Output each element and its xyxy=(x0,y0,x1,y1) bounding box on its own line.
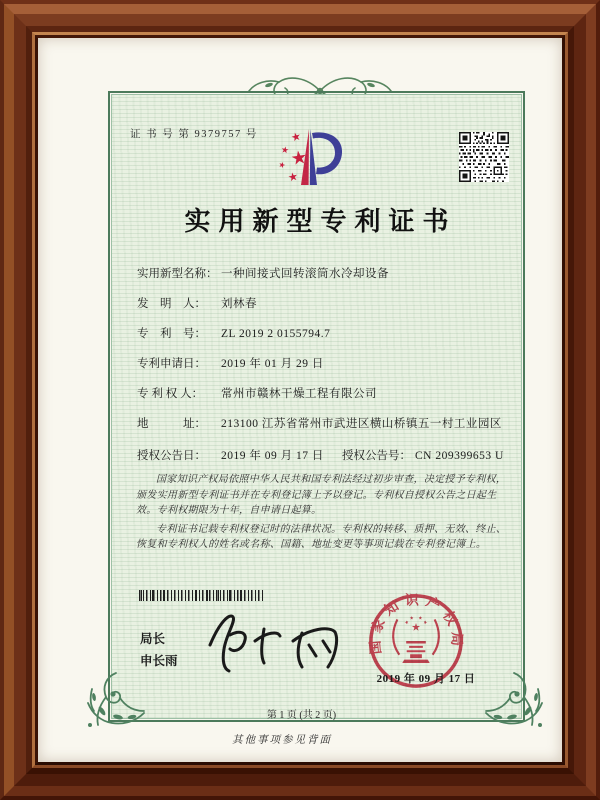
signer-block xyxy=(140,628,178,672)
photo-frame-highlight-lip xyxy=(32,32,568,768)
legal-paragraph-1: 国家知识产权局依照中华人民共和国专利法经过初步审查，决定授予专利权，颁发实用新型专利证书并在专利登记簿上予以登记。专利权自授权公告之日起生效。专利权期限为十年，自申请日起算。 xyxy=(136,474,507,516)
field-value: 2019 年 09 月 17 日 xyxy=(221,450,324,462)
field-label: 地 址： xyxy=(137,418,206,430)
qr-code-icon xyxy=(459,132,509,182)
certificate-number: 证 书 号 第 9379757 号 xyxy=(130,129,258,140)
field-value: CN 209399653 U xyxy=(415,450,504,462)
field-row-name xyxy=(137,265,389,281)
field-row-grant-date xyxy=(137,447,504,463)
seal-org-text: 国家知识产权局 xyxy=(367,592,465,655)
page-info: 第 1 页 (共 2 页) xyxy=(266,710,337,721)
certificate-paper xyxy=(38,38,562,762)
legal-paragraphs xyxy=(136,472,508,556)
photo-frame-inner-lip xyxy=(35,35,565,765)
field-value: ZL 2019 2 0155794.7 xyxy=(221,328,331,340)
field-label: 专 利 权 人： xyxy=(137,388,204,400)
certificate-body xyxy=(111,94,522,719)
corner-flourish-bottom-right xyxy=(482,667,548,735)
field-label: 专 利 号： xyxy=(137,328,206,340)
certificate-border xyxy=(108,91,525,722)
field-label: 专利申请日： xyxy=(137,358,206,370)
field-row-filing-date xyxy=(137,355,324,371)
photo-frame-light-band xyxy=(4,4,596,796)
barcode xyxy=(139,590,265,601)
signer-name: 申长雨 xyxy=(140,654,178,668)
field-value: 2019 年 01 月 29 日 xyxy=(221,358,324,370)
field-value: 刘林春 xyxy=(221,298,257,310)
back-side-note: 其他事项参见背面 xyxy=(232,735,332,746)
field-value: 213100 江苏省常州市武进区横山桥镇五一村工业园区 xyxy=(221,418,502,430)
photo-frame-groove xyxy=(26,26,574,774)
national-emblem-icon xyxy=(393,616,439,663)
signer-title: 局长 xyxy=(140,632,166,646)
field-label: 实用新型名称： xyxy=(137,268,218,280)
field-row-address xyxy=(137,415,502,431)
field-label: 授权公告号： xyxy=(342,450,411,462)
corner-flourish-bottom-left xyxy=(82,667,148,735)
field-row-patentee xyxy=(137,385,377,401)
field-label: 发 明 人： xyxy=(137,298,206,310)
field-grant-number xyxy=(342,447,504,463)
legal-paragraph-2: 专利证书记载专利权登记时的法律状况。专利权的转移、质押、无效、终止、恢复和专利权人的姓名或名称、国籍、地址变更等事项记载在专利登记簿上。 xyxy=(136,523,507,550)
seal-date: 2019 年 09 月 17 日 xyxy=(376,673,476,685)
field-label: 授权公告日： xyxy=(137,450,206,462)
field-value: 一种间接式回转滚筒水冷却设备 xyxy=(221,268,389,280)
photo-frame-mid-band xyxy=(14,14,586,786)
certificate-title: 实用新型专利证书 xyxy=(184,207,457,236)
field-value: 常州市赣林干燥工程有限公司 xyxy=(221,388,377,400)
svg-text:国家知识产权局 xyxy=(367,592,465,655)
signature-shen-changyu xyxy=(194,605,359,687)
field-row-patent-no xyxy=(137,325,330,341)
cnipa-patent-logo-icon xyxy=(272,123,352,193)
field-row-inventor xyxy=(137,295,257,311)
